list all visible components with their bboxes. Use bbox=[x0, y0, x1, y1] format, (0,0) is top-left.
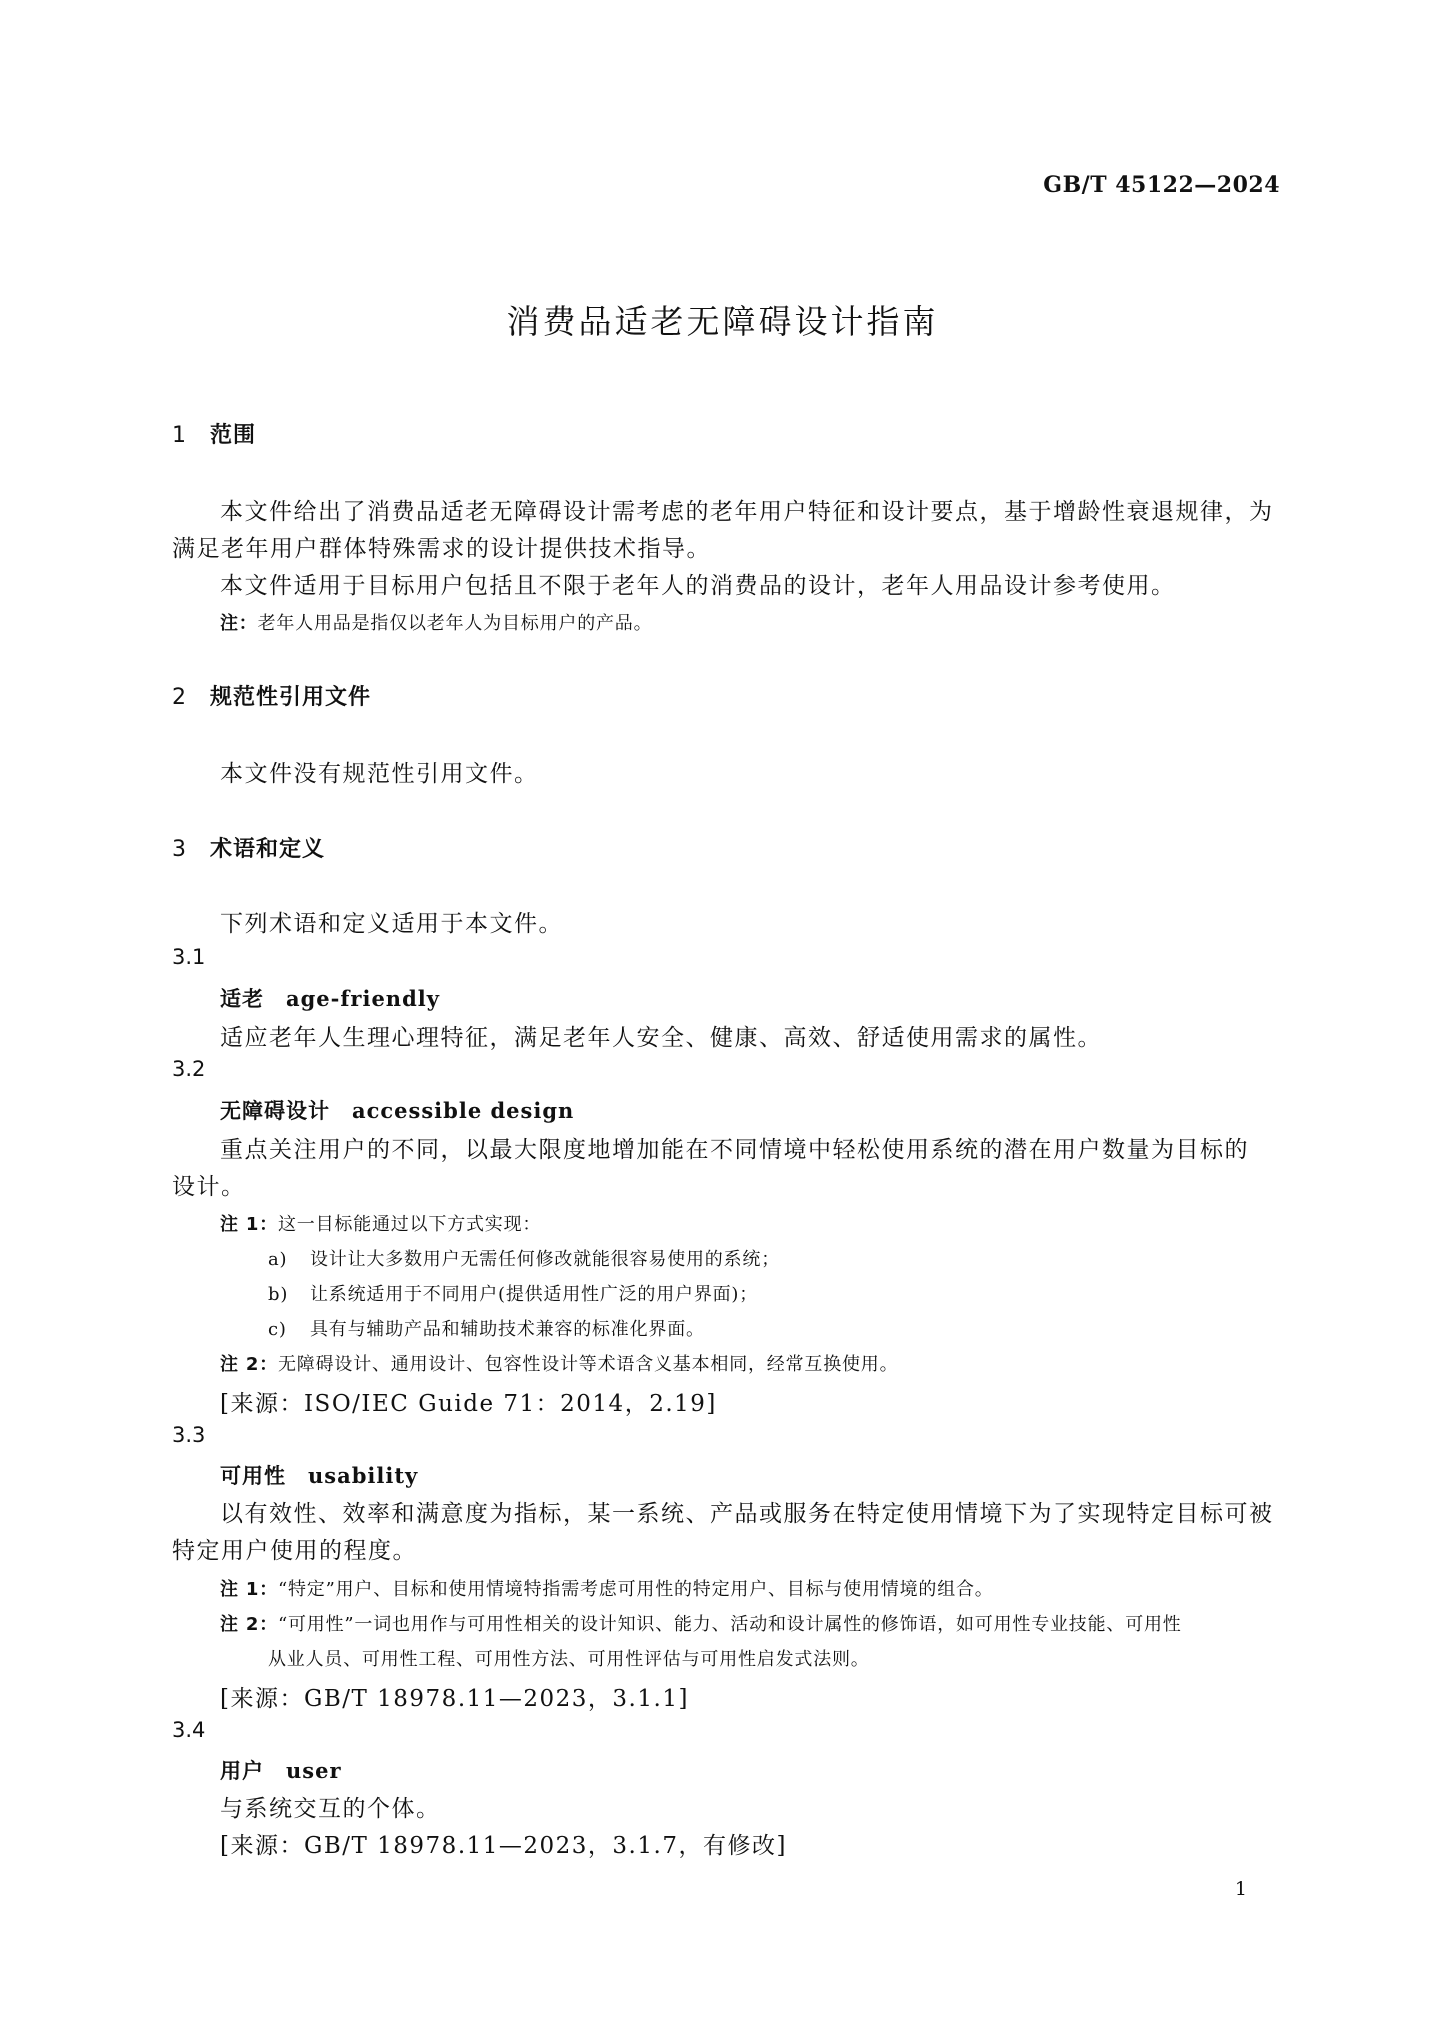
clause-number: 3.1 bbox=[172, 945, 206, 969]
term-heading bbox=[220, 1755, 342, 1785]
note-label: 注 1： bbox=[220, 1579, 278, 1600]
paragraph: 本文件给出了消费品适老无障碍设计需考虑的老年用户特征和设计要点，基于增龄性衰退规律，为 bbox=[220, 499, 1274, 525]
definition: 重点关注用户的不同，以最大限度地增加能在不同情境中轻松使用系统的潜在用户数量为目标的 bbox=[220, 1137, 1249, 1163]
paragraph: 本文件没有规范性引用文件。 bbox=[220, 761, 539, 787]
list-text: 设计让大多数用户无需任何修改就能很容易使用的系统； bbox=[310, 1249, 780, 1270]
term-en: accessible design bbox=[352, 1098, 575, 1123]
term-heading bbox=[220, 1095, 574, 1125]
note-label: 注： bbox=[220, 613, 258, 634]
section-number: 2 bbox=[172, 685, 187, 710]
term-cn: 适老 bbox=[220, 987, 264, 1011]
clause-number: 3.3 bbox=[172, 1423, 206, 1447]
term-heading bbox=[220, 983, 440, 1013]
note bbox=[220, 609, 652, 635]
paragraph-continuation: 满足老年用户群体特殊需求的设计提供技术指导。 bbox=[172, 536, 711, 562]
term-cn: 可用性 bbox=[220, 1464, 286, 1488]
note-text: 这一目标能通过以下方式实现： bbox=[278, 1214, 542, 1235]
note-text: 无障碍设计、通用设计、包容性设计等术语含义基本相同，经常互换使用。 bbox=[278, 1354, 899, 1375]
section-title: 术语和定义 bbox=[210, 837, 326, 862]
paragraph: 下列术语和定义适用于本文件。 bbox=[220, 911, 563, 937]
definition: 与系统交互的个体。 bbox=[220, 1796, 441, 1822]
note-label: 注 1： bbox=[220, 1214, 278, 1235]
term-en: age-friendly bbox=[286, 986, 440, 1011]
term-cn: 用户 bbox=[220, 1759, 264, 1783]
note-continuation: 从业人员、可用性工程、可用性方法、可用性评估与可用性启发式法则。 bbox=[268, 1649, 870, 1670]
definition: 以有效性、效率和满意度为指标，某一系统、产品或服务在特定使用情境下为了实现特定目标可被 bbox=[220, 1501, 1274, 1527]
definition: 适应老年人生理心理特征，满足老年人安全、健康、高效、舒适使用需求的属性。 bbox=[220, 1025, 1102, 1051]
section-1-heading bbox=[172, 418, 256, 449]
section-3-heading bbox=[172, 832, 325, 863]
source-reference: [来源：GB/T 18978.11—2023，3.1.1] bbox=[220, 1686, 689, 1712]
list-text: 让系统适用于不同用户(提供适用性广泛的用户界面)； bbox=[310, 1284, 759, 1305]
note-text: “特定”用户、目标和使用情境特指需考虑可用性的特定用户、目标与使用情境的组合。 bbox=[278, 1579, 994, 1600]
section-title: 范围 bbox=[210, 423, 257, 448]
source-reference: [来源：ISO/IEC Guide 71：2014，2.19] bbox=[220, 1391, 717, 1417]
section-2-heading bbox=[172, 680, 371, 711]
list-text: 具有与辅助产品和辅助技术兼容的标准化界面。 bbox=[310, 1319, 705, 1340]
list-item bbox=[268, 1315, 705, 1341]
list-marker: a) bbox=[268, 1249, 288, 1270]
list-marker: c) bbox=[268, 1319, 287, 1340]
term-heading bbox=[220, 1460, 418, 1490]
term-en: usability bbox=[308, 1463, 419, 1488]
note bbox=[220, 1350, 898, 1376]
definition-continuation: 特定用户使用的程度。 bbox=[172, 1538, 417, 1564]
document-title: 消费品适老无障碍设计指南 bbox=[506, 302, 939, 341]
note bbox=[220, 1575, 994, 1601]
list-item bbox=[268, 1280, 758, 1306]
section-number: 1 bbox=[172, 423, 187, 448]
note bbox=[220, 1210, 541, 1236]
note-label: 注 2： bbox=[220, 1614, 278, 1635]
clause-number: 3.2 bbox=[172, 1057, 206, 1081]
note-text: 老年人用品是指仅以老年人为目标用户的产品。 bbox=[257, 613, 653, 634]
paragraph: 本文件适用于目标用户包括且不限于老年人的消费品的设计，老年人用品设计参考使用。 bbox=[220, 573, 1176, 599]
note-label: 注 2： bbox=[220, 1354, 278, 1375]
standard-code: GB/T 45122—2024 bbox=[1043, 172, 1280, 198]
term-en: user bbox=[286, 1758, 342, 1783]
note bbox=[220, 1610, 1182, 1636]
clause-number: 3.4 bbox=[172, 1718, 206, 1742]
list-item bbox=[268, 1245, 780, 1271]
source-reference: [来源：GB/T 18978.11—2023，3.1.7，有修改] bbox=[220, 1833, 787, 1859]
list-marker: b) bbox=[268, 1284, 289, 1305]
note-text: “可用性”一词也用作与可用性相关的设计知识、能力、活动和设计属性的修饰语，如可用性专业技能、可用性 bbox=[278, 1614, 1182, 1635]
section-title: 规范性引用文件 bbox=[210, 685, 372, 710]
page-number: 1 bbox=[1234, 1878, 1247, 1900]
definition-continuation: 设计。 bbox=[172, 1174, 246, 1200]
section-number: 3 bbox=[172, 837, 187, 862]
term-cn: 无障碍设计 bbox=[220, 1099, 330, 1123]
